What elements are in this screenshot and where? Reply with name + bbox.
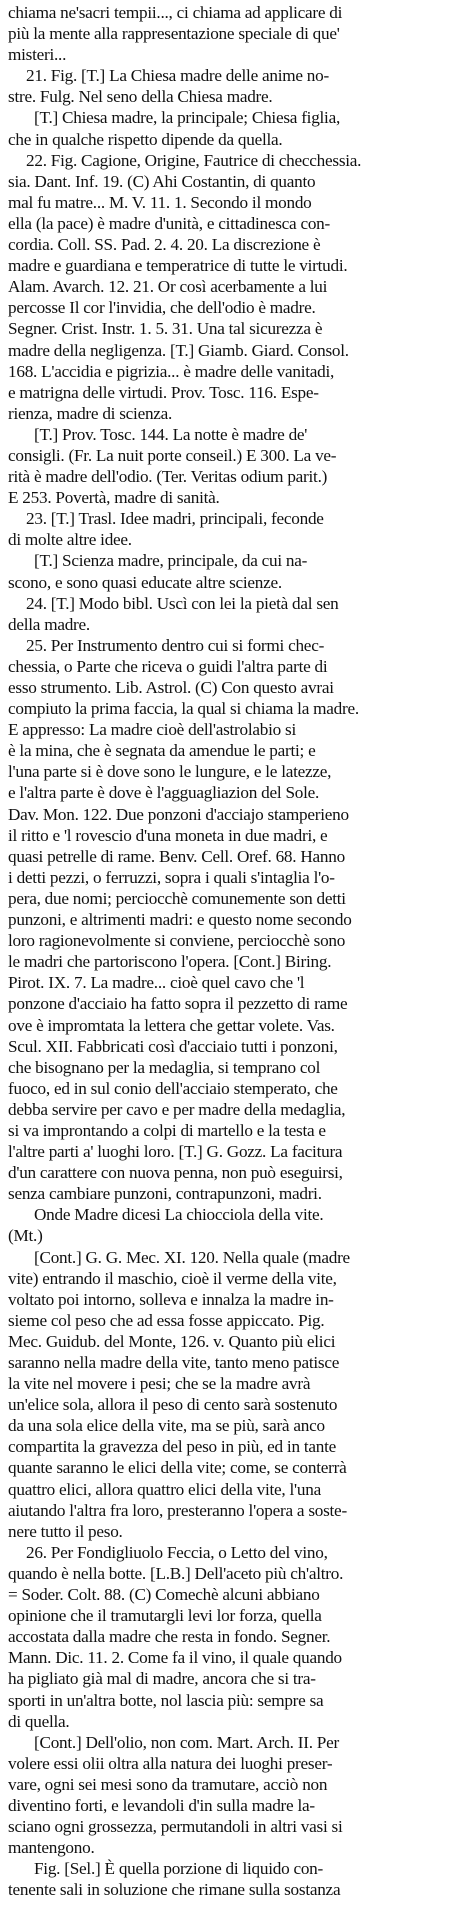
- text-line: senza cambiare punzoni, contrapunzoni, madri.: [8, 1184, 322, 1204]
- text-line: cordia. Coll. SS. Pad. 2. 4. 20. La discrezione è: [8, 235, 321, 255]
- text-line: sporti in un'altra botte, nol lascia più: sempre sa: [8, 1690, 324, 1710]
- text-line: (Mt.): [8, 1226, 43, 1246]
- text-line: di molte altre idee.: [8, 530, 132, 550]
- text-line: 25. Per Instrumento dentro cui si formi chec-: [26, 635, 325, 655]
- text-line: percosse Il cor l'invidia, che dell'odio è madre.: [8, 298, 316, 318]
- text-line: voltato poi intorno, solleva e innalza la madre in-: [8, 1289, 334, 1309]
- text-line: rità è madre dell'odio. (Ter. Veritas odium parit.): [8, 467, 328, 487]
- text-line: si va improntando a colpi di martello e la testa e: [8, 1120, 326, 1140]
- text-line: della madre.: [8, 614, 90, 634]
- text-line: ha pigliato già mal di madre, ancora che si tra-: [8, 1669, 316, 1689]
- text-line: fuoco, ed in sul conio dell'acciaio stemperato, che: [8, 1078, 338, 1098]
- text-line: sieme col peso che ad essa fosse appiccato. Pig.: [8, 1310, 325, 1330]
- text-line: 26. Per Fondigliuolo Feccia, o Letto del vino,: [26, 1542, 328, 1562]
- text-line: quattro elici, allora quattro elici della vite, l'una: [8, 1479, 321, 1499]
- text-line: E 253. Povertà, madre di sanità.: [8, 488, 220, 508]
- text-line: 21. Fig. [T.] La Chiesa madre delle anime no-: [26, 66, 329, 86]
- text-line: 23. [T.] Trasl. Idee madri, principali, feconde: [26, 509, 324, 529]
- entry-text-column: [8, 2, 461, 1900]
- text-line: aiutando l'altra fra loro, presteranno l'opera a soste-: [8, 1500, 347, 1520]
- text-line: Scul. XII. Fabbricati così d'acciaio tutti i ponzoni,: [8, 1036, 338, 1056]
- text-line: un'elice sola, allora il peso di cento sarà sostenuto: [8, 1395, 338, 1415]
- text-line: stre. Fulg. Nel seno della Chiesa madre.: [8, 87, 273, 107]
- text-line: sciano ogni grossezza, permutandoli in altri vasi si: [8, 1817, 343, 1837]
- text-line: quando è nella botte. [L.B.] Dell'aceto più ch'altro.: [8, 1563, 344, 1583]
- text-line: = Soder. Colt. 88. (C) Comechè alcuni abbiano: [8, 1585, 320, 1605]
- text-line: 24. [T.] Modo bibl. Uscì con lei la pietà dal sen: [26, 593, 339, 613]
- text-line: ella (la pace) è madre d'unità, e cittadinesca con-: [8, 213, 330, 233]
- text-line: [T.] Scienza madre, principale, da cui na-: [34, 551, 308, 571]
- text-line: le madri che partoriscono l'opera. [Cont.] Biring.: [8, 952, 332, 972]
- text-line: Segner. Crist. Instr. 1. 5. 31. Una tal sicurezza è: [8, 319, 323, 339]
- text-line: vare, ogni sei mesi sono da tramutare, acciò non: [8, 1774, 328, 1794]
- text-line: [Cont.] G. G. Mec. XI. 120. Nella quale (madre: [34, 1247, 350, 1267]
- text-line: la vite nel movere i pesi; che se la madre avrà: [8, 1374, 311, 1394]
- text-line: e matrigna delle virtudi. Prov. Tosc. 116. Espe-: [8, 382, 319, 402]
- text-line: madre della negligenza. [T.] Giamb. Giard. Consol.: [8, 340, 349, 360]
- text-line: madre e guardiana e temperatrice di tutte le virtudi.: [8, 256, 348, 276]
- text-line: volere essi olii oltra alla natura dei luoghi preser-: [8, 1753, 333, 1773]
- text-line: che in qualche rispetto dipende da quella.: [8, 129, 283, 149]
- text-line: mantengono.: [8, 1838, 95, 1858]
- text-line: Fig. [Sel.] È quella porzione di liquido con-: [34, 1859, 323, 1879]
- text-line: [T.] Chiesa madre, la principale; Chiesa figlia,: [34, 108, 341, 128]
- text-line: nere tutto il peso.: [8, 1521, 123, 1541]
- text-line: [Cont.] Dell'olio, non com. Mart. Arch. II. Per: [34, 1732, 339, 1752]
- text-line: mal fu matre... M. V. 11. 1. Secondo il mondo: [8, 192, 312, 212]
- text-line: che bisognano per la medaglia, si temprano col: [8, 1057, 321, 1077]
- text-line: Onde Madre dicesi La chiocciola della vite.: [34, 1205, 324, 1225]
- text-line: l'una parte si è dove sono le lungure, e le latezze,: [8, 762, 332, 782]
- text-line: esso strumento. Lib. Astrol. (C) Con questo avrai: [8, 678, 334, 697]
- text-line: Alam. Avarch. 12. 21. Or così acerbamente a lui: [8, 277, 328, 297]
- text-line: rienza, madre di scienza.: [8, 403, 173, 423]
- text-line: ove è impromtata la lettera che gettar volete. Vas.: [8, 1015, 335, 1035]
- text-line: sia. Dant. Inf. 19. (C) Ahi Costantin, di quanto: [8, 171, 316, 191]
- text-line: Pirot. IX. 7. La madre... cioè quel cavo che 'l: [8, 973, 305, 993]
- text-line: accostata dalla madre che resta in fondo. Segner.: [8, 1627, 331, 1647]
- text-line: scono, e sono quasi educate altre scienze.: [8, 572, 282, 592]
- text-line: i detti pezzi, o ferruzzi, sopra i quali s'intaglia l'o-: [8, 867, 335, 887]
- text-line: tenente sali in soluzione che rimane sulla sostanza: [8, 1880, 341, 1900]
- text-line: saranno nella madre della vite, tanto meno patisce: [8, 1353, 340, 1372]
- text-line: punzoni, e altrimenti madri: e questo nome secondo: [8, 910, 352, 930]
- text-line: pera, due nomi; perciocchè comunemente son detti: [8, 888, 346, 908]
- text-line: ponzone d'acciaio ha fatto sopra il pezzetto di rame: [8, 994, 348, 1014]
- text-line: chessia, o Parte che riceva o guidi l'altra parte di: [8, 656, 328, 676]
- text-line: da una sola elice della vite, ma se più, sarà anco: [8, 1416, 325, 1436]
- text-line: l'altre parti a' luoghi loro. [T.] G. Gozz. La facitura: [8, 1142, 343, 1162]
- text-line: Dav. Mon. 122. Due ponzoni d'acciajo stamperieno: [8, 804, 349, 824]
- text-line: opinione che il tramutargli levi lor forza, quella: [8, 1606, 322, 1626]
- text-line: quasi petrelle di rame. Benv. Cell. Oref. 68. Hanno: [8, 846, 345, 866]
- text-line: Mec. Guidub. del Monte, 126. v. Quanto più elici: [8, 1331, 336, 1351]
- text-line: [T.] Prov. Tosc. 144. La notte è madre de': [34, 424, 308, 444]
- text-line: il ritto e 'l rovescio d'una moneta in due madri, e: [8, 825, 328, 845]
- text-line: e l'altra parte è dove è l'agguagliazion del Sole.: [8, 783, 320, 803]
- text-line: più la mente alla rappresentazione speciale di que': [8, 24, 340, 44]
- text-line: 168. L'accidia e pigrizia... è madre delle vanitadi,: [8, 361, 335, 381]
- text-line: vite) entrando il maschio, cioè il verme della vite,: [8, 1268, 337, 1288]
- text-line: è la mina, che è segnata da amendue le parti; e: [8, 741, 316, 761]
- text-line: Mann. Dic. 11. 2. Come fa il vino, il quale quando: [8, 1648, 342, 1668]
- text-line: debba servire per cavo e per madre della medaglia,: [8, 1099, 346, 1119]
- text-line: chiama ne'sacri tempii..., ci chiama ad applicare di: [8, 3, 343, 22]
- text-line: di quella.: [8, 1711, 70, 1731]
- text-line: d'un carattere con nuova penna, non può eseguirsi,: [8, 1163, 343, 1183]
- text-line: E appresso: La madre cioè dell'astrolabio si: [8, 720, 297, 740]
- text-line: quante saranno le elici della vite; come, se conterrà: [8, 1458, 347, 1478]
- text-line: loro ragionevolmente si conviene, perciocchè sono: [8, 931, 346, 951]
- text-line: compiuto la prima faccia, la qual si chiama la madre.: [8, 699, 359, 719]
- text-line: diventino forti, e levandoli d'in sulla madre la-: [8, 1795, 315, 1815]
- text-line: compartita la gravezza del peso in più, ed in tante: [8, 1437, 336, 1457]
- text-line: consigli. (Fr. La nuit porte conseil.) E 300. La ve-: [8, 445, 337, 465]
- text-line: 22. Fig. Cagione, Origine, Fautrice di checchessia.: [26, 150, 362, 170]
- text-line: misteri...: [8, 45, 67, 65]
